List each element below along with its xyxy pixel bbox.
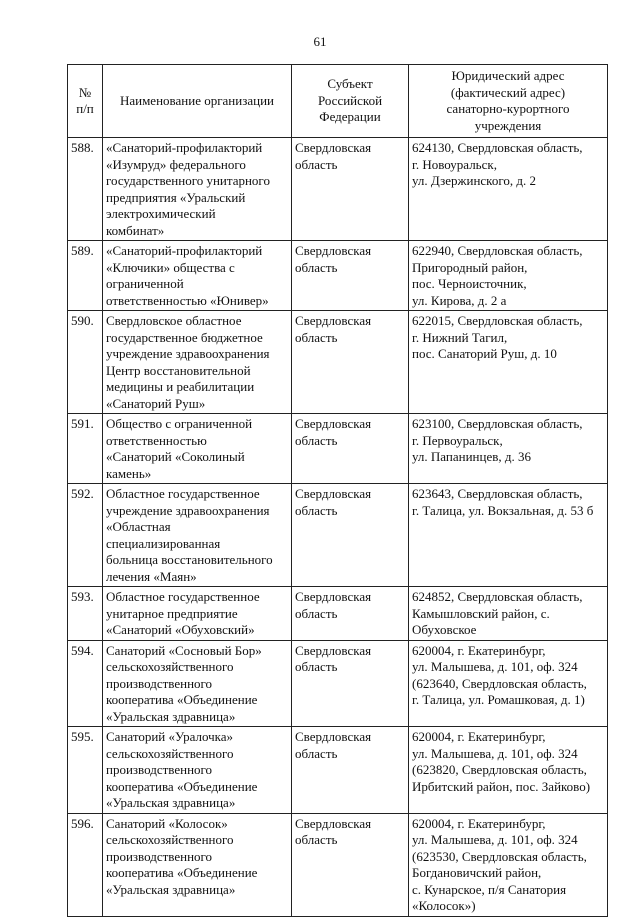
legal-address: 620004, г. Екатеринбург, ул. Малышева, д. 101, оф. 324 (623530, Свердловская область, Богдановичский район, с. Кунарское, п/я Санатория «Колосок») [409, 813, 608, 916]
organization-name: «Санаторий-профилакторий «Изумруд» федерального государственного унитарного предприятия «Уральский электрохимический комбинат» [103, 138, 292, 241]
federal-subject: Свердловская область [292, 241, 409, 311]
header-federal-subject: Субъект Российской Федерации [292, 65, 409, 138]
table-row [68, 813, 608, 916]
legal-address: 623100, Свердловская область, г. Первоуральск, ул. Папанинцев, д. 36 [409, 414, 608, 484]
organization-name: Санаторий «Сосновый Бор» сельскохозяйственного производственного кооператива «Объединение «Уральская здравница» [103, 640, 292, 727]
table-row [68, 484, 608, 587]
organization-name: «Санаторий-профилакторий «Ключики» общества с ограниченной ответственностью «Юнивер» [103, 241, 292, 311]
table-row [68, 311, 608, 414]
table-row [68, 727, 608, 814]
organization-name: Свердловское областное государственное бюджетное учреждение здравоохранения Центр восстановительной медицины и реабилитации «Санаторий Руш» [103, 311, 292, 414]
federal-subject: Свердловская область [292, 138, 409, 241]
table-row [68, 138, 608, 241]
row-number: 596. [68, 813, 103, 916]
row-number: 591. [68, 414, 103, 484]
legal-address: 624852, Свердловская область, Камышловский район, с. Обуховское [409, 587, 608, 641]
table-header-row [68, 65, 608, 138]
federal-subject: Свердловская область [292, 587, 409, 641]
header-number: № п/п [68, 65, 103, 138]
row-number: 588. [68, 138, 103, 241]
legal-address: 623643, Свердловская область, г. Талица, ул. Вокзальная, д. 53 б [409, 484, 608, 587]
row-number: 594. [68, 640, 103, 727]
page-number: 61 [313, 34, 327, 49]
organization-name: Санаторий «Уралочка» сельскохозяйственного производственного кооператива «Объединение «Уральская здравница» [103, 727, 292, 814]
legal-address: 620004, г. Екатеринбург, ул. Малышева, д. 101, оф. 324 (623640, Свердловская область, г. Талица, ул. Ромашковая, д. 1) [409, 640, 608, 727]
organization-name: Областное государственное унитарное предприятие «Санаторий «Обуховский» [103, 587, 292, 641]
legal-address: 622940, Свердловская область, Пригородный район, пос. Черноисточник, ул. Кирова, д. 2 а [409, 241, 608, 311]
row-number: 592. [68, 484, 103, 587]
row-number: 593. [68, 587, 103, 641]
federal-subject: Свердловская область [292, 484, 409, 587]
federal-subject: Свердловская область [292, 311, 409, 414]
federal-subject: Свердловская область [292, 727, 409, 814]
federal-subject: Свердловская область [292, 414, 409, 484]
organization-name: Областное государственное учреждение здравоохранения «Областная специализированная больница восстановительного лечения «Маян» [103, 484, 292, 587]
table-row [68, 241, 608, 311]
organization-name: Санаторий «Колосок» сельскохозяйственного производственного кооператива «Объединение «Уральская здравница» [103, 813, 292, 916]
federal-subject: Свердловская область [292, 813, 409, 916]
organization-name: Общество с ограниченной ответственностью «Санаторий «Соколиный камень» [103, 414, 292, 484]
header-organization-name: Наименование организации [103, 65, 292, 138]
row-number: 589. [68, 241, 103, 311]
organizations-table [67, 64, 608, 917]
row-number: 590. [68, 311, 103, 414]
row-number: 595. [68, 727, 103, 814]
legal-address: 622015, Свердловская область, г. Нижний Тагил, пос. Санаторий Руш, д. 10 [409, 311, 608, 414]
legal-address: 620004, г. Екатеринбург, ул. Малышева, д. 101, оф. 324 (623820, Свердловская область, Ирбитский район, пос. Зайково) [409, 727, 608, 814]
legal-address: 624130, Свердловская область, г. Новоуральск, ул. Дзержинского, д. 2 [409, 138, 608, 241]
federal-subject: Свердловская область [292, 640, 409, 727]
header-legal-address: Юридический адрес (фактический адрес) санаторно-курортного учреждения [409, 65, 608, 138]
table-row [68, 414, 608, 484]
table-row [68, 587, 608, 641]
table-row [68, 640, 608, 727]
